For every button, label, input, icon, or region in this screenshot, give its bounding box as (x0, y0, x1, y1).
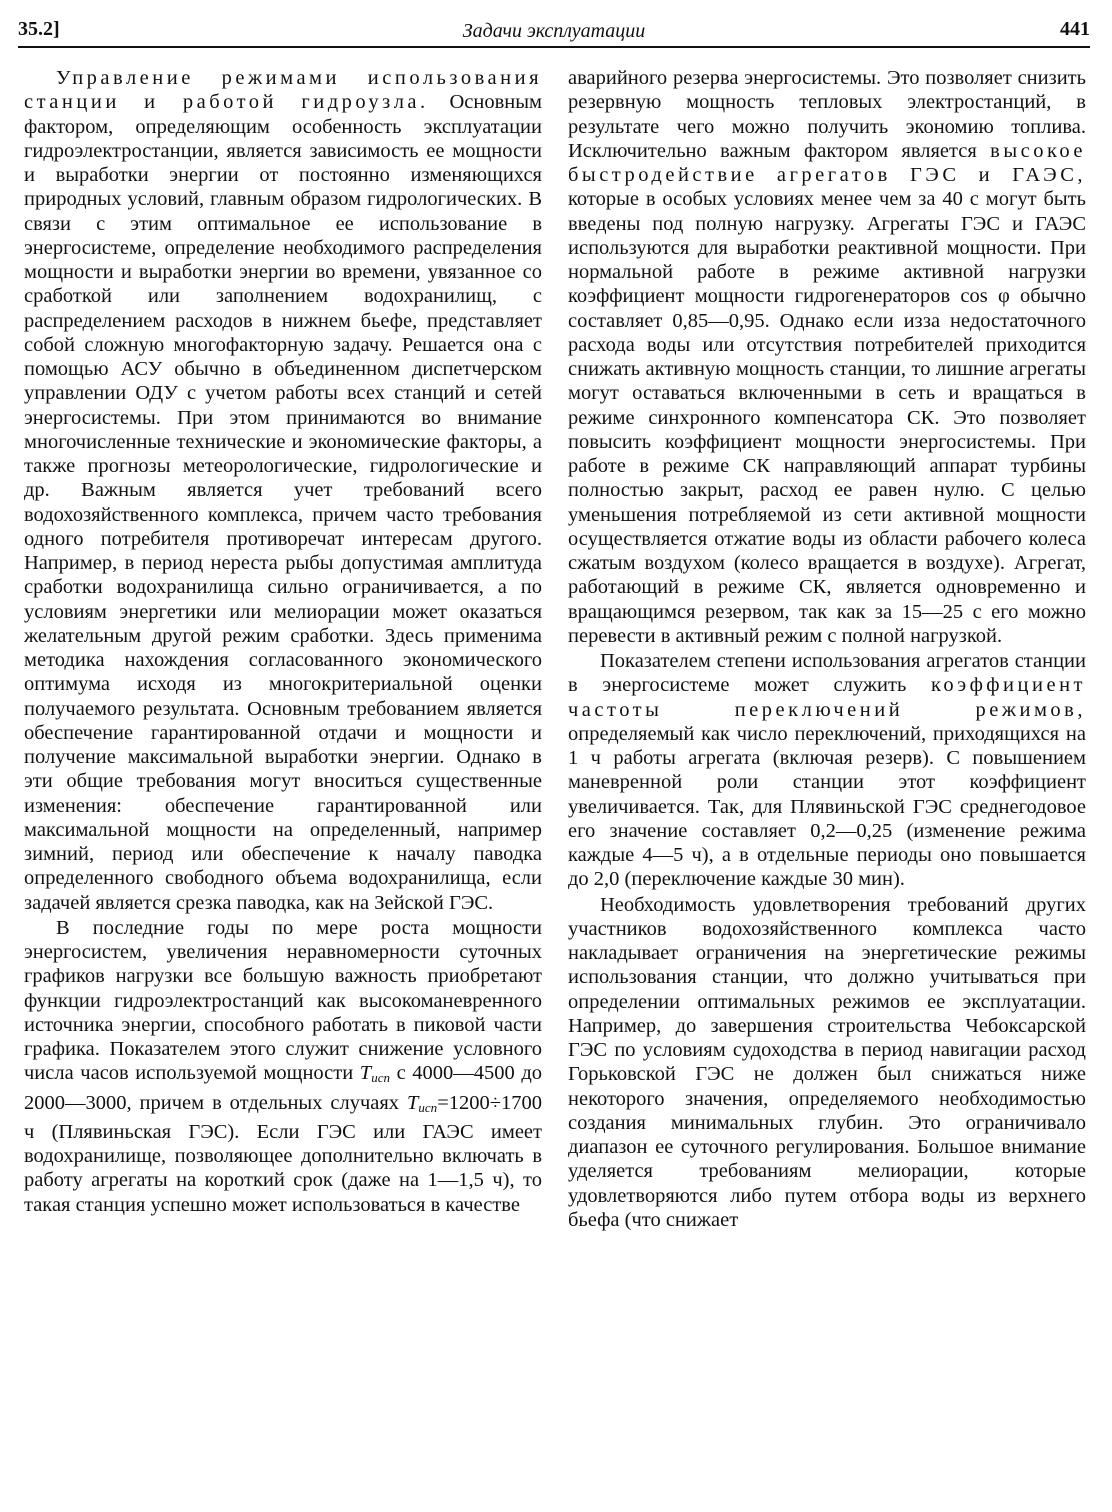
spaced-heading: Управление режимами использования станции и работой гидроузла. (24, 67, 542, 114)
paragraph-text: определяемый как число переключений, приходящихся на 1 ч работы агрегата (включая резерв). С повышением маневренной роли станции этот коэффициент увеличивается. Так, для Плявиньской ГЭС среднегодовое его значение составляет 0,2—0,25 (изменение режима каждые 4—5 ч), а в отдельные периоды оно повышается до 2,0 (переключение каждые 30 мин). (568, 722, 1086, 891)
paragraph-text: Показателем степени использования агрегатов станции в энергосистеме может служить (568, 650, 1086, 697)
paragraph-text: которые в особых условиях менее чем за 40 с могут быть введены под полную нагрузку. Агрегаты ГЭС и ГАЭС используются для выработки реактивной мощности. При нормальной работе в режиме активной нагрузки коэффициент мощности гидрогенераторов cos φ обычно составляет 0,85—0,95. Однако если изза недостаточного расхода воды или отсутствия потребителей приходится снижать активную мощность станции, то лишние агрегаты могут оставаться включенными в сеть и вращаться в режиме синхронного компенсатора СК. Это позволяет повысить коэффициент мощности энергосистемы. При работе в режиме СК направляющий аппарат турбины полностью закрыт, расход ее равен нулю. С целью уменьшения потребляемой из сети активной мощности осуществляется отжатие воды из области рабочего колеса сжатым воздухом (колесо вращается в воздухе). Агрегат, работающий в режиме СК, является одновременно и вращающимся резервом, так как за 15—25 с его можно перевести в активный режим с полной нагрузкой. (568, 188, 1086, 647)
t-subscript: исп (418, 1099, 438, 1115)
paragraph-switching-coefficient (568, 649, 1086, 892)
paragraph-continued (568, 66, 1086, 648)
running-title: Задачи эксплуатации (462, 20, 646, 42)
page-number: 441 (1060, 18, 1090, 40)
paragraph-text: аварийного резерва энергосистемы. Это позволяет снизить резервную мощность тепловых электростанций, в результате чего можно получить экономию топлива. Исключительно важным фактором является (568, 67, 1086, 162)
paragraph-text: В последние годы по мере роста мощности энергосистем, увеличения неравномерности суточных графиков нагрузки все большую важность приобретают функции гидроэлектростанций как высокоманевренного источника энергии, способного работать в пиковой части графика. Показателем этого служит снижение условного числа часов используемой мощности (24, 916, 542, 1085)
section-number: 35.2] (18, 18, 60, 40)
paragraph-water-requirements (568, 893, 1086, 1233)
spaced-term: коэффициент частоты переключений режимов, (568, 674, 1086, 721)
right-column (568, 66, 1086, 1232)
spaced-term: высокое быстродействие агрегатов ГЭС и ГАЭС, (568, 139, 1086, 186)
t-subscript: исп (371, 1070, 390, 1086)
t-symbol: T (407, 1091, 419, 1114)
paragraph-text: Основным фактором, определяющим особенность эксплуатации гидроэлектростанции, является зависимость ее мощности и выработки энергии от постоянно изменяющихся природных условий, главным образом гидрологических. В связи с этим оптимальное ее использование в энергосистеме, определение необходимого распределения мощности и выработки энергии во времени, увязанное со сработкой или заполнением водохранилищ, с распределением расходов в нижнем бьефе, представляет собой сложную многофакторную задачу. Решается она с помощью АСУ обычно в объединенном диспетчерском управлении ОДУ с учетом работы всех станций и сетей энергосистемы. При этом принимаются во внимание многочисленные технические и экономические факторы, а также прогнозы метеорологические, гидрологические и др. Важным является учет требований всего водохозяйственного комплекса, причем часто требования одного потребителя противоречат интересам другого. Например, в период нереста рыбы допустимая амплитуда сработки водохранилища сильно ограничивается, а по условиям энергетики или мелиорации может оказаться желательным другой режим сработки. Здесь применима методика нахождения согласованного экономического оптимума исходя из многокритериальной оценки получаемого результата. Основным требованием является обеспечение гарантированной отдачи и мощности и получение максимальной выработки энергии. Однако в эти общие требования могут вноситься существенные изменения: обеспечение гарантированной или максимальной мощности на определенный, например зимний, период или обеспечение к началу паводка определенного свободного объема водохранилища, если задачей является срезка паводка, как на Зейской ГЭС. (24, 91, 542, 914)
paragraph-mode-management (24, 66, 542, 915)
running-header (18, 18, 1090, 48)
paragraph-text: с 4000—4500 до 2000—3000, причем в отдельных случаях (24, 1062, 543, 1114)
paragraph-text: Необходимость удовлетворения требований других участников водохозяйственного комплекса часто накладывает ограничения на энергетические режимы использования станции, что должно учитываться при определении оптимальных режимов ее эксплуатации. Например, до завершения строительства Чебоксарской ГЭС по условиям судоходства в период навигации расход Горьковской ГЭС не должен был снижаться ниже некоторого значения, определяемого необходимостью создания минимальных глубин. Это ограничивало диапазон ее суточного регулирования. Большое внимание уделяется требованиям мелиорации, которые удовлетворяются либо путем отбора воды из верхнего бьефа (что снижает (568, 893, 1086, 1231)
paragraph-text: =1200÷1700 ч (Плявиньская ГЭС). Если ГЭС или ГАЭС имеет водохранилище, позволяющее дополнительно включать в работу агрегаты на короткий срок (даже на 1—1,5 ч), то такая станция успешно может использоваться в качестве (24, 1091, 542, 1216)
header-rule (18, 46, 1090, 48)
left-column (24, 66, 542, 1217)
paragraph-peak-operation (24, 916, 542, 1217)
t-symbol: T (359, 1062, 372, 1085)
